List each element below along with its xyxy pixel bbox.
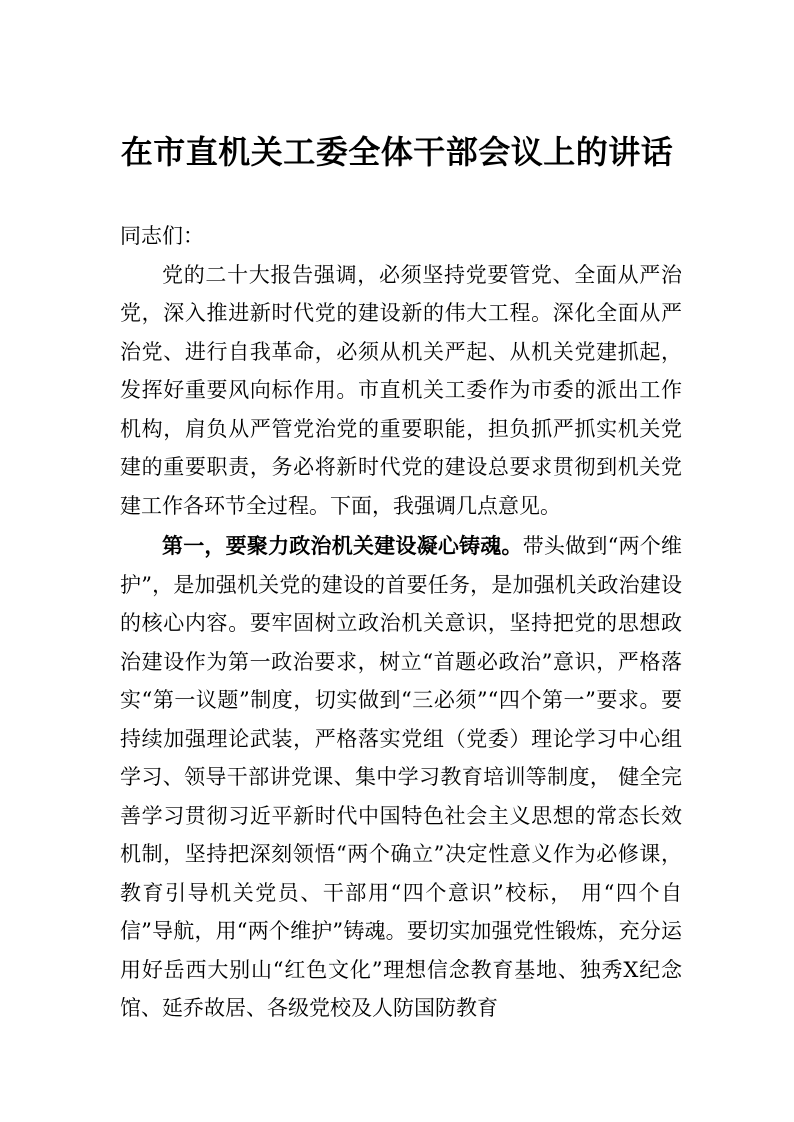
paragraph-intro: 党的二十大报告强调，必须坚持党要管党、全面从严治党，深入推进新时代党的建设新的伟大工程。深化全面从严治党、进行自我革命，必须从机关严起、从机关党建抓起， 发挥好重要风向标作用。市直机关工委作为市委的派出工作机构，肩负从严管党治党的重要职能，担负抓严抓实机关党建的重要职责，务必将新时代党的建设总要求贯彻到机关党建工作各环节全过程。下面，我强调几点意见。 [120,262,682,518]
salutation: 同志们： [120,224,204,248]
section-1-text: 带头做到“两个维护”，是加强机关党的建设的首要任务，是加强机关政治建设的核心内容。要牢固树立政治机关意识，坚持把党的思想政治建设作为第一政治要求，树立“首题必政治”意识，严格落实“第一议题”制度，切实做到“三必须”“四个第一”要求。要持续加强理论武装，严格落实党组（党委）理论学习中心组学习、领导干部讲党课、集中学习教育培训等制度， 健全完善学习贯彻习近平新时代中国特色社会主义思想的常态长效机制，坚持把深刻领悟“两个确立”决定性意义作为必修课，教育引导机关党员、干部用“四个意识”校标， 用“四个自信”导航，用“两个维护”铸魂。要切实加强党性锻炼，充分运用好岳西大别山“红色文化”理想信念教育基地、独秀X纪念馆、延乔故居、各级党校及人防国防教育 [120,534,682,1020]
paragraph-section-1 [120,527,682,1028]
section-1-heading: 第一，要聚力政治机关建设凝心铸魂。 [162,533,523,558]
document-body [120,217,682,1028]
document-title: 在市直机关工委全体干部会议上的讲话 [120,133,674,171]
